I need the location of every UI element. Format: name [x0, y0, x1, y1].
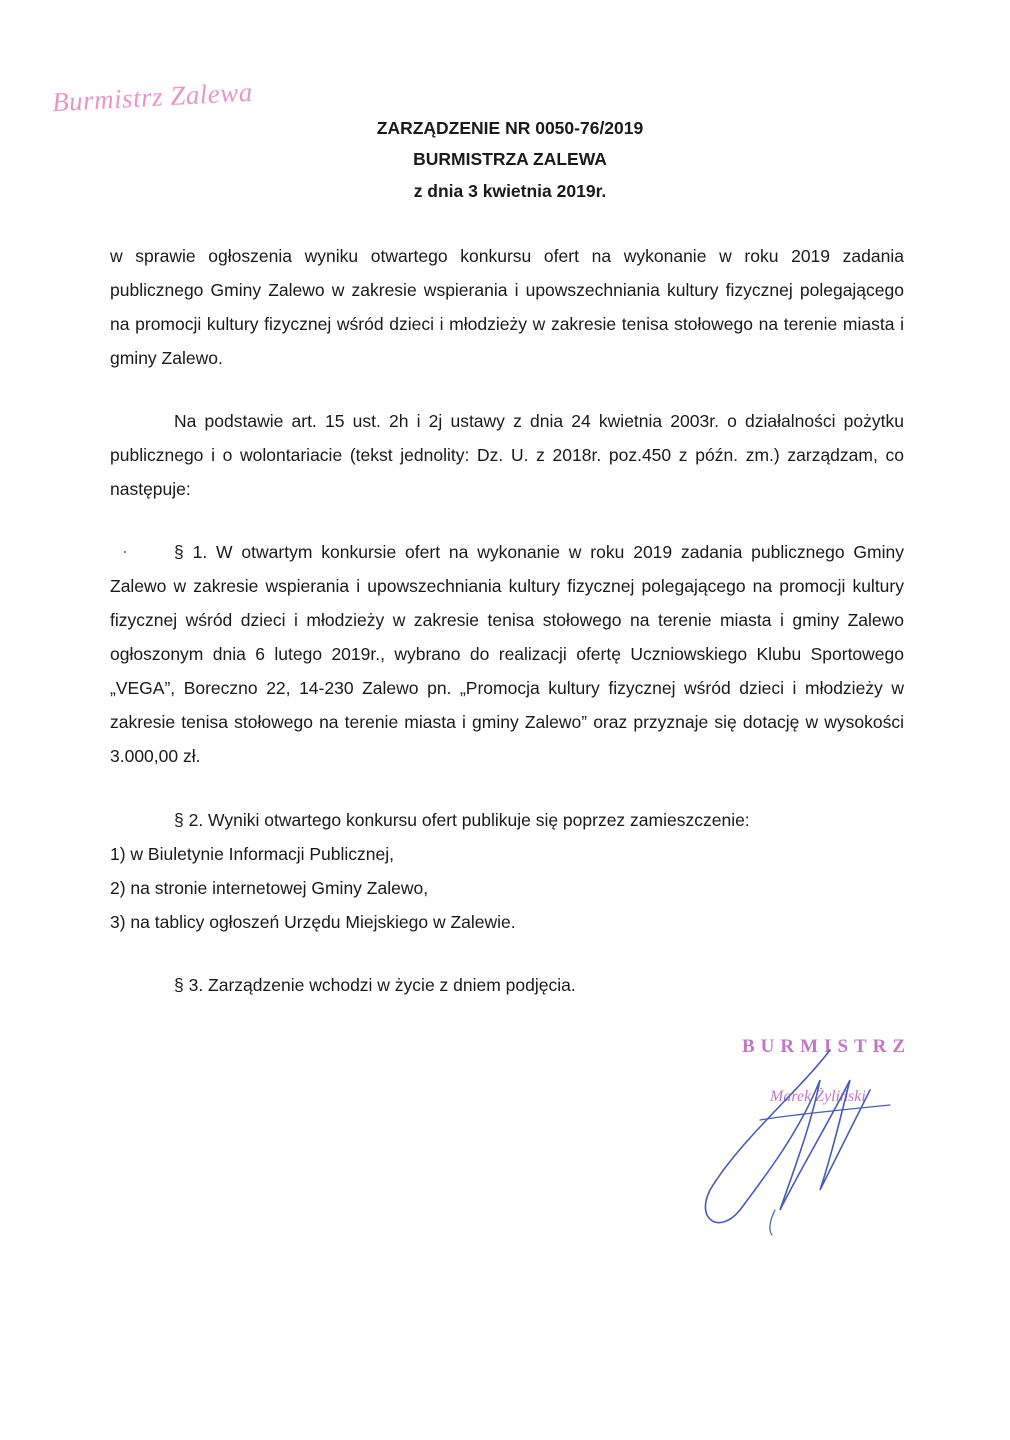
- issuer: BURMISTRZA ZALEWA: [413, 149, 607, 169]
- signature-stamp-title: BURMISTRZ: [742, 1036, 912, 1057]
- document-subject: w sprawie ogłoszenia wyniku otwartego konkursu ofert na wykonanie w roku 2019 zadania publicznego Gminy Zalewo w zakresie wspierania i upowszechniania kultury fizycznej polegającego na promocji kultury fizycznej wśród dzieci i młodzieży w zakresie tenisa stołowego na terenie miasta i gminy Zalewo.: [110, 246, 904, 368]
- office-stamp: Burmistrz Zalewa: [51, 76, 254, 118]
- document-number: ZARZĄDZENIE NR 0050-76/2019: [376, 118, 644, 138]
- legal-basis: Na podstawie art. 15 ust. 2h i 2j ustawy z dnia 24 kwietnia 2003r. o działalności pożytku publicznego i o wolontariacie (tekst jednolity: Dz. U. z 2018r. poz.450 z późn. zm.) zarządzam, co następuje:: [110, 411, 904, 499]
- paragraph-1: § 1. W otwartym konkursie ofert na wykonanie w roku 2019 zadania publicznego Gminy Zalewo w zakresie wspierania i upowszechniania kultury fizycznej polegającego na promocji kultury fizycznej wśród dzieci i młodzieży w zakresie tenisa stołowego na terenie miasta i gminy Zalewo ogłoszonym dnia 6 lutego 2019r., wybrano do realizacji ofertę Uczniowskiego Klubu Sportowego „VEGA”, Boreczno 22, 14-230 Zalewo pn. „Promocja kultury fizycznej wśród dzieci i młodzieży w zakresie tenisa stołowego na terenie miasta i gminy Zalewo” oraz przyznaje się dotację w wysokości 3.000,00 zł.: [110, 542, 904, 766]
- paragraph-2-title: § 2. Wyniki otwartego konkursu ofert publikuje się poprzez zamieszczenie:: [174, 810, 750, 830]
- list-item: 1) w Biuletynie Informacji Publicznej,: [110, 844, 395, 864]
- handwritten-signature: [680, 1020, 940, 1260]
- signature-stamp-name: Marek Żyliński: [770, 1088, 866, 1105]
- document-date: z dnia 3 kwietnia 2019r.: [413, 181, 607, 201]
- paragraph-3: § 3. Zarządzenie wchodzi w życie z dniem podjęcia.: [174, 975, 576, 995]
- list-item: 3) na tablicy ogłoszeń Urzędu Miejskiego w Zalewie.: [110, 912, 516, 932]
- publication-list: [110, 837, 904, 939]
- list-item: 2) na stronie internetowej Gminy Zalewo,: [110, 878, 429, 898]
